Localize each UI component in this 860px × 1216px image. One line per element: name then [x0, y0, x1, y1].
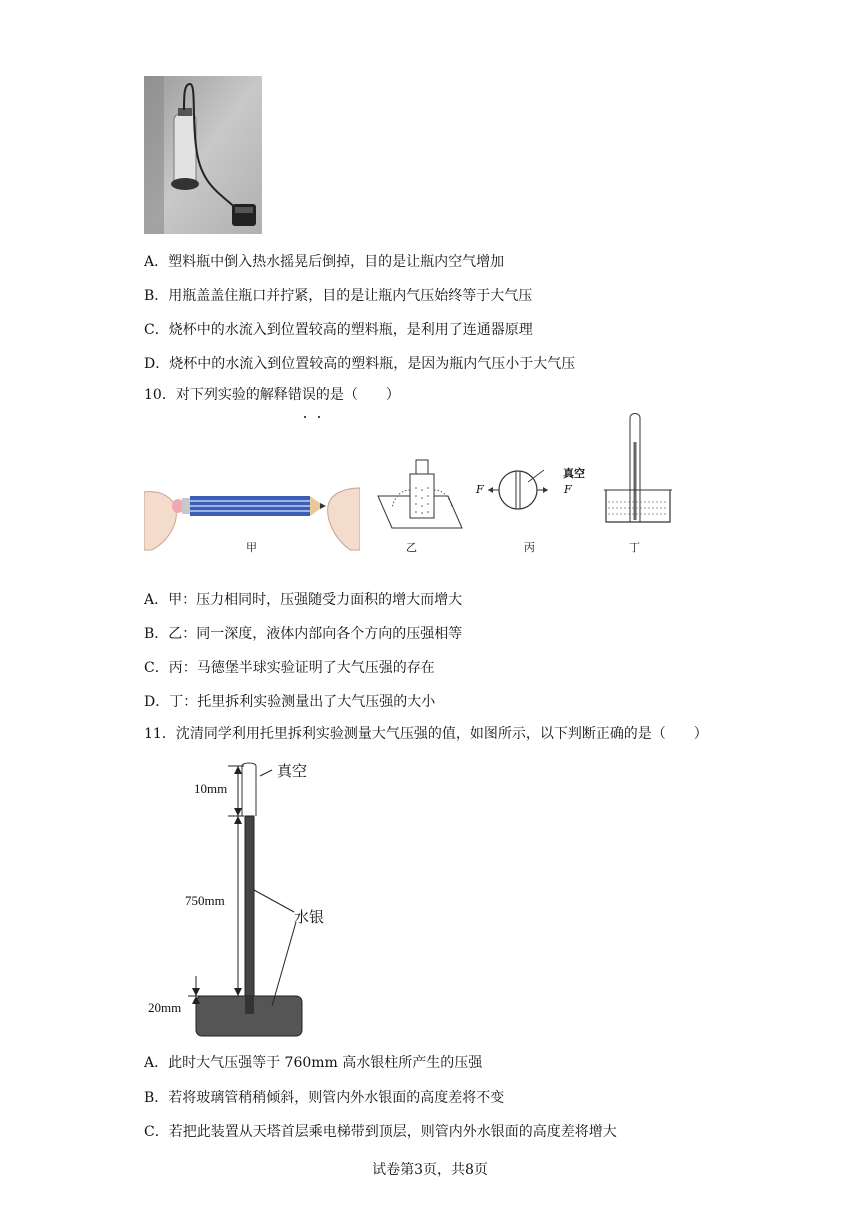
- bottle-photo: [144, 76, 262, 234]
- q9-option-a: A．塑料瓶中倒入热水摇晃后倒掉，目的是让瓶内空气增加: [144, 254, 505, 270]
- q11-option-a: A．此时大气压强等于 760mm 高水银柱所产生的压强: [144, 1055, 483, 1071]
- q9-option-d: D．烧杯中的水流入到位置较高的塑料瓶，是因为瓶内气压小于大气压: [144, 356, 576, 372]
- figure-label-ding: 丁: [629, 541, 640, 554]
- force-label-right: F: [564, 483, 572, 496]
- q11-option-c: C．若把此装置从天塔首层乘电梯带到顶层，则管内外水银面的高度差将增大: [144, 1124, 617, 1140]
- figure-ding-torricelli: [602, 412, 674, 524]
- figure-bing-hemispheres: [474, 462, 554, 518]
- figure-yi-bottle: [372, 458, 468, 530]
- force-label-left: F: [476, 483, 484, 496]
- vacuum-label-bing: 真空: [563, 467, 585, 480]
- figure-label-bing: 丙: [524, 541, 535, 554]
- q10-option-b: B．乙：同一深度，液体内部向各个方向的压强相等: [144, 626, 463, 642]
- emphasis-dots: [302, 404, 332, 408]
- q11-stem: 11．沈清同学利用托里拆利实验测量大气压强的值，如图所示，以下判断正确的是（ ）: [144, 726, 708, 742]
- q11-mercury-label: 水银: [294, 910, 325, 926]
- q11-dim-10mm: 10mm: [194, 781, 228, 796]
- q11-dim-20mm: 20mm: [148, 1000, 182, 1015]
- q11-vacuum-label: 真空: [277, 764, 308, 780]
- q10-option-d: D．丁：托里拆利实验测量出了大气压强的大小: [144, 694, 436, 710]
- q11-option-b: B．若将玻璃管稍稍倾斜，则管内外水银面的高度差将不变: [144, 1090, 505, 1106]
- q11-dim-750mm: 750mm: [185, 893, 225, 908]
- q10-stem: 10．对下列实验的解释错误的是（ ）: [144, 387, 400, 403]
- figure-label-yi: 乙: [406, 541, 417, 554]
- q9-option-c: C．烧杯中的水流入到位置较高的塑料瓶，是利用了连通器原理: [144, 322, 533, 338]
- figure-label-jia: 甲: [246, 541, 257, 554]
- q9-option-b: B．用瓶盖盖住瓶口并拧紧，目的是让瓶内气压始终等于大气压: [144, 288, 533, 304]
- q10-option-c: C．丙：马德堡半球实验证明了大气压强的存在: [144, 660, 435, 676]
- page-footer: 试卷第3页，共8页: [372, 1162, 488, 1178]
- q10-option-a: A．甲：压力相同时，压强随受力面积的增大而增大: [144, 592, 463, 608]
